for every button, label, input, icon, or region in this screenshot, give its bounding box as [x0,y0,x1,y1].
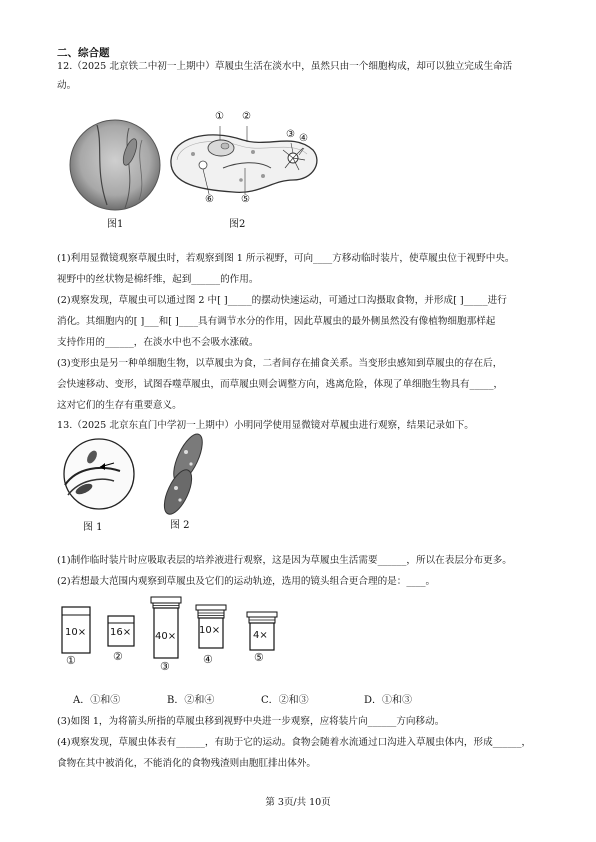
q13-figure1-microscope-view [62,437,142,517]
q12-marker-5: ⑤ [241,194,250,205]
q12-part3-line2: 会快速移动、变形，试图吞噬草履虫，而草履虫则会调整方向，逃离危险，体现了单细胞生物具有_____， [57,379,504,390]
q12-part1-line1: (1)利用显微镜观察草履虫时，若观察到图 1 所示视野，可向____方移动临时装片，使草履虫位于视野中央。 [57,253,515,264]
q12-part2-line2: 消化。其细胞内的[ ]___和[ ]____具有调节水分的作用，因此草履虫的最外侧虽然没有像植物细胞那样起 [57,316,496,327]
q12-part2-line1: (2)观察发现，草履虫可以通过图 2 中[ ]_____的摆动快速运动，可通过口沟摄取食物，并形成[ ]_____进行 [57,295,507,306]
q12-marker-4: ④ [299,133,308,144]
q13-lens-5-number: ⑤ [254,651,264,664]
q12-figure1-microscope-view [67,120,167,220]
q12-figure2-caption: 图2 [229,219,246,230]
q13-part2: (2)若想最大范围内观察到草履虫及它们的运动轨迹，选用的镜头组合更合理的是：____。 [57,576,436,587]
q12-part3-line1: (3)变形虫是另一种单细胞生物，以草履虫为食，二者间存在捕食关系。当变形虫感知到草履虫的存在后， [57,358,503,369]
q13-figure2-paramecium-photo [158,430,208,520]
q12-marker-2: ② [242,111,251,122]
q13-choice-d: D．①和③ [364,695,413,706]
q13-part4-line1: (4)观察发现，草履虫体表有______，有助于它的运动。食物会随着水流通过口沟进入草履虫体内，形成______， [57,737,532,748]
page-footer: 第 3页/共 10页 [265,797,331,808]
section-title: 二、综合题 [57,47,110,59]
q13-lens-1-number: ① [66,654,76,667]
q12-marker-1: ① [215,111,224,122]
q13-lens-3-label: 40× [155,631,177,642]
q13-part4-line2: 食物在其中被消化，不能消化的食物残渣则由胞肛排出体外。 [57,758,317,769]
q13-lens-1-label: 10× [65,627,87,638]
q12-part2-line3: 支持作用的______，在淡水中也不会吸水涨破。 [57,337,259,348]
q13-part3: (3)如图 1，为将箭头所指的草履虫移到视野中央进一步观察，应将装片向______方向移动。 [57,716,445,727]
q12-part1-line2: 视野中的丝状物是棉纤维，起到______的作用。 [57,274,259,285]
q13-figure1-caption: 图 1 [83,522,103,533]
q13-choice-b: B．②和④ [167,695,215,706]
q13-lens-3-number: ③ [160,660,170,673]
q13-lens-4-number: ④ [203,653,213,666]
q12-stem-line1: 12.（2025 北京铁二中初一上期中）草履虫生活在淡水中，虽然只由一个细胞构成，却可以独立完成生命活 [57,61,513,72]
q13-choice-c: C．②和③ [261,695,309,706]
q13-figure2-caption: 图 2 [170,520,190,531]
q13-lens-5-label: 4× [253,630,268,641]
q13-lens-2-label: 16× [110,627,132,638]
q12-marker-3: ③ [286,129,295,140]
q13-lens-2-number: ② [113,650,123,663]
q13-stem: 13.（2025 北京东直门中学初一上期中）小明同学使用显微镜对草履虫进行观察，结果记录如下。 [57,420,474,431]
q12-marker-6: ⑥ [205,194,214,205]
q13-part1: (1)制作临时装片时应吸取表层的培养液进行观察，这是因为草履虫生活需要______，所以在表层分布更多。 [57,555,512,566]
q13-choice-a: A．①和⑤ [73,695,121,706]
q13-lens-4-label: 10× [199,625,221,636]
q12-stem-line2: 动。 [57,80,77,91]
q12-figure1-caption: 图1 [107,219,124,230]
q13-lens-3-objective [148,595,188,665]
q12-part3-line3: 这对它们的生存有重要意义。 [57,400,182,411]
